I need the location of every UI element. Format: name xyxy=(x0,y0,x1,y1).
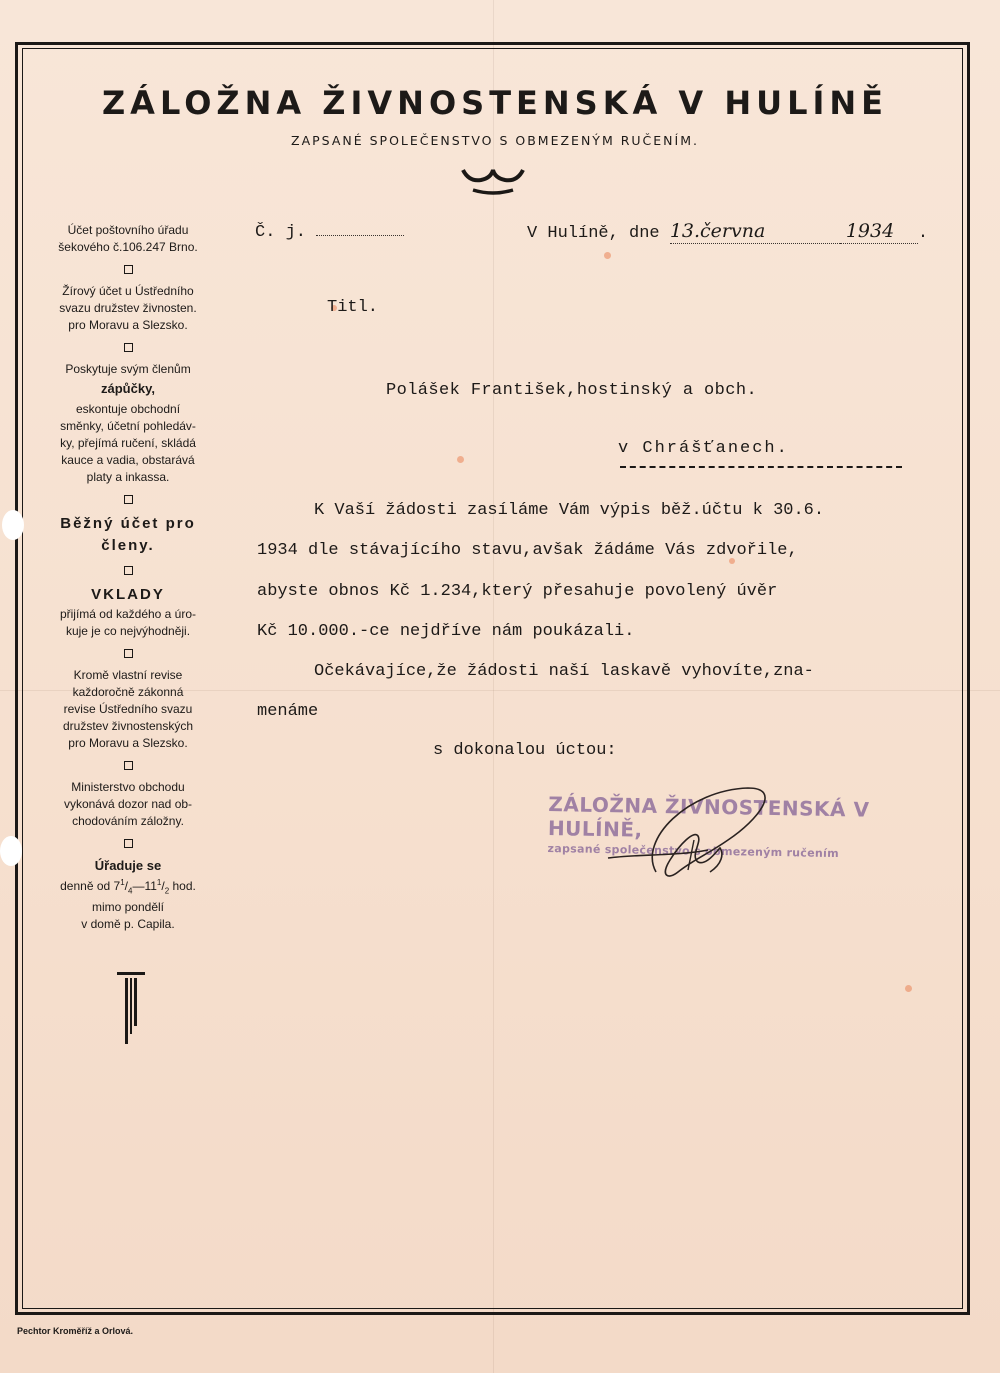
body-line-2: 1934 dle stávajícího stavu,avšak žádáme Vás zdvořile, xyxy=(257,541,798,560)
body-line-6: menáme xyxy=(257,702,319,721)
square-bullet-icon xyxy=(124,761,133,770)
date-line: V Hulíně, dne 13.června 1934 . xyxy=(527,220,929,243)
current-account-info: Běžný účet pro členy. xyxy=(60,515,196,554)
stain xyxy=(604,252,611,259)
postal-account-info: Účet poštovního úřadu šekového č.106.247 Brno. xyxy=(58,223,198,254)
punch-hole xyxy=(2,510,24,540)
signature-icon xyxy=(598,780,778,885)
date-year-field: 1934 xyxy=(840,220,918,244)
audit-info: Kromě vlastní revise každoročně zákonná revise Ústředního svazu družstev živnostenských pro Moravu a Slezsko. xyxy=(62,668,194,750)
giro-account-info: Žírový účet u Ústředního svazu družstev živnosten. pro Moravu a Slezsko. xyxy=(59,284,197,332)
square-bullet-icon xyxy=(124,343,133,352)
loans-info: Poskytuje svým členům zápůčky, eskontuje obchodní směnky, účetní pohledáv- ky, přejímá ručení, skládá kauce a vadia, obstarává platy a inkassa. xyxy=(60,362,196,484)
address-underline xyxy=(620,466,902,468)
square-bullet-icon xyxy=(124,495,133,504)
body-line-5: Očekávajíce,že žádosti naší laskavě vyhovíte,zna- xyxy=(314,662,814,681)
office-hours: denně od $7^1/_4—11^1/_2$ hod. xyxy=(60,878,196,896)
company-stamp: ZÁLOŽNA ŽIVNOSTENSKÁ V HULÍNĚ, zapsané společenstvo s obmezeným ručením xyxy=(547,792,870,861)
closing: s dokonalou úctou: xyxy=(433,741,617,760)
office-hours-info: Úřaduje se denně od $7^1/_4—11^1/_2$ hod. mimo pondělí v domě p. Capila. xyxy=(28,857,228,933)
stain xyxy=(457,456,464,463)
punch-hole xyxy=(0,836,22,866)
letterhead-title: ZÁLOŽNA ŽIVNOSTENSKÁ V HULÍNĚ xyxy=(101,84,889,122)
decorative-column-icon xyxy=(117,972,145,1044)
recipient-name: Polášek František,hostinský a obch. xyxy=(386,381,758,400)
date-day-field: 13.června xyxy=(670,220,840,244)
body-line-4: Kč 10.000.-ce nejdříve nám poukázali. xyxy=(257,622,635,641)
supervision-info: Ministerstvo obchodu vykonává dozor nad ob- chodováním záložny. xyxy=(63,780,193,828)
square-bullet-icon xyxy=(124,566,133,575)
reference-line: Č. j. xyxy=(255,223,404,242)
recipient-place: v Chrášťanech. xyxy=(618,439,789,458)
reference-blank xyxy=(316,223,404,236)
printer-credit: Pechtor Kroměříž a Orlová. xyxy=(17,1326,134,1336)
square-bullet-icon xyxy=(124,649,133,658)
letterhead-subtitle: ZAPSANÉ SPOLEČENSTVO S OBMEZENÝM RUČENÍM. xyxy=(291,133,699,148)
body-line-3: abyste obnos Kč 1.234,který přesahuje povolený úvěr xyxy=(257,582,778,601)
square-bullet-icon xyxy=(124,265,133,274)
body-line-1: K Vaší žádosti zasíláme Vám výpis běž.účtu k 30.6. xyxy=(314,501,825,520)
square-bullet-icon xyxy=(124,839,133,848)
sidebar-info xyxy=(28,222,228,933)
letterhead-emblem-icon xyxy=(455,164,530,198)
stain xyxy=(905,985,912,992)
deposits-info: VKLADY přijímá od každého a úro- kuje je co nejvýhodněji. xyxy=(59,586,197,638)
salutation: Titl. xyxy=(327,298,379,317)
